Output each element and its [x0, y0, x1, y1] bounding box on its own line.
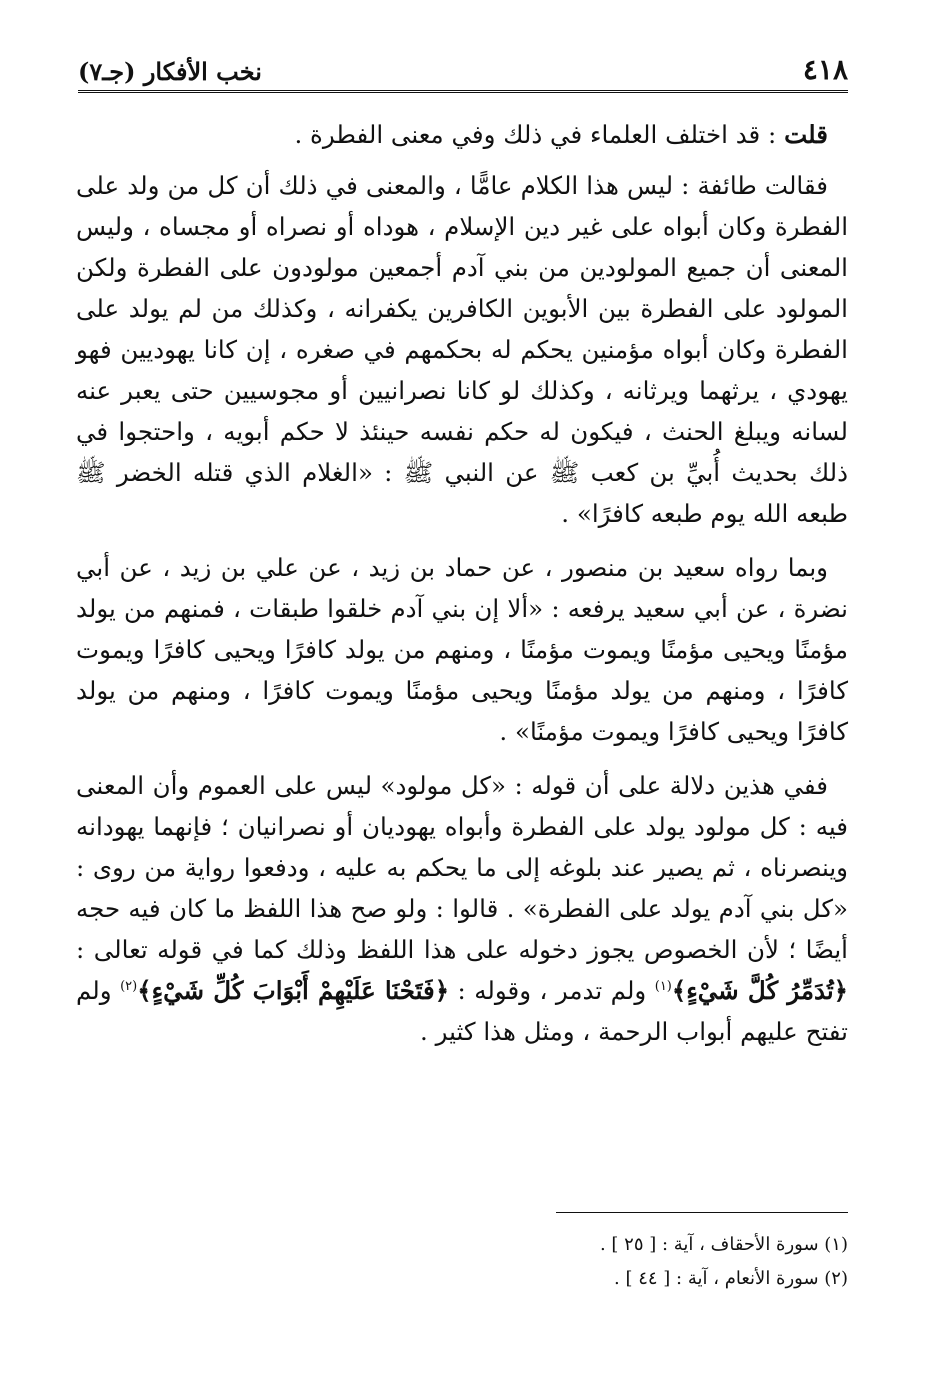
paragraph-2: فقالت طائفة : ليس هذا الكلام عامًّا ، والمعنى في ذلك أن كل من ولد على الفطرة وكان أبواه على غير دين الإسلام ، هوداه أو نصراه أو مجساه ، وليس المعنى أن جميع المولودين من بني آدم أجمعين مولودون على الفطرة ولكن المولود على الفطرة بين الأبوين الكافرين يكفرانه ، وكذلك من لم يولد على الفطرة وكان أبواه مؤمنين يحكم له بحكمهم في صغره ، إن كانا يهوديين فهو يهودي ، يرثهما ويرثانه ، وكذلك لو كانا نصرانيين أو مجوسيين حتى يعبر عنه لسانه ويبلغ الحنث ، فيكون له حكم نفسه حينئذ لا حكم أبويه ، واحتجوا في ذلك بحديث أُبيِّ بن كعب ﷺ عن النبي ﷺ : «الغلام الذي قتله الخضر ﷺ طبعه الله يوم طبعه كافرًا» .: [76, 171, 848, 528]
page-number: ٤١٨: [802, 53, 848, 86]
footnote-1: (١) سورة الأحقاف ، آية : [ ٢٥ ] .: [599, 1234, 848, 1255]
paragraph-4-text-b: ولم تدمر ، وقوله :: [457, 976, 647, 1005]
book-title: نخب الأفكار (جـ٧): [78, 57, 262, 86]
paragraph-4-text-c: ولم تفتح عليهم أبواب الرحمة ، ومثل هذا كثير .: [76, 976, 848, 1046]
paragraph-lead-word: قلت: [784, 120, 828, 149]
quran-verse-2: ﴿فَتَحْنَا عَلَيْهِمْ أَبْوَابَ كُلِّ شَيْءٍ﴾: [137, 976, 450, 1005]
paragraph-1: [76, 114, 848, 155]
running-header: [78, 46, 848, 86]
footnote-2: (٢) سورة الأنعام ، آية : [ ٤٤ ] .: [614, 1268, 848, 1289]
footnote-divider: [556, 1212, 848, 1213]
footnote-ref-1[interactable]: (١): [654, 978, 672, 994]
footnotes: [348, 1228, 848, 1296]
footnote-ref-2[interactable]: (٢): [120, 978, 138, 994]
paragraph-3: وبما رواه سعيد بن منصور ، عن حماد بن زيد ، عن علي بن زيد ، عن أبي نضرة ، عن أبي سعيد يرفعه : «ألا إن بني آدم خلقوا طبقات ، فمنهم من يولد مؤمنًا ويحيى مؤمنًا ويموت مؤمنًا ، ومنهم من يولد كافرًا ويحيى كافرًا ويموت كافرًا ، ومنهم من يولد مؤمنًا ويحيى مؤمنًا ويموت كافرًا ، ومنهم من يولد كافرًا ويحيى كافرًا ويموت مؤمنًا» .: [76, 553, 848, 746]
paragraph-4-text-a: ففي هذين دلالة على أن قوله : «كل مولود» ليس على العموم وأن المعنى فيه : كل مولود يولد على الفطرة وأبواه يهوديان أو نصرانيان ؛ فإنهما يهودانه وينصرناه ، ثم يصير عند بلوغه إلى ما يحكم به عليه ، ودفعوا رواية من روى : «كل بني آدم يولد على الفطرة» . قالوا : ولو صح هذا اللفظ ما كان فيه حجه أيضًا ؛ لأن الخصوص يجوز دخوله على هذا اللفظ وذلك كما في قوله تعالى :: [76, 771, 848, 964]
main-text: [76, 114, 848, 1065]
paragraph-4: [76, 765, 848, 1052]
quran-verse-1: ﴿تُدَمِّرُ كُلَّ شَيْءٍ﴾: [671, 976, 848, 1005]
header-divider: [78, 90, 848, 95]
paragraph-1-text: : قد اختلف العلماء في ذلك وفي معنى الفطرة .: [294, 120, 777, 149]
